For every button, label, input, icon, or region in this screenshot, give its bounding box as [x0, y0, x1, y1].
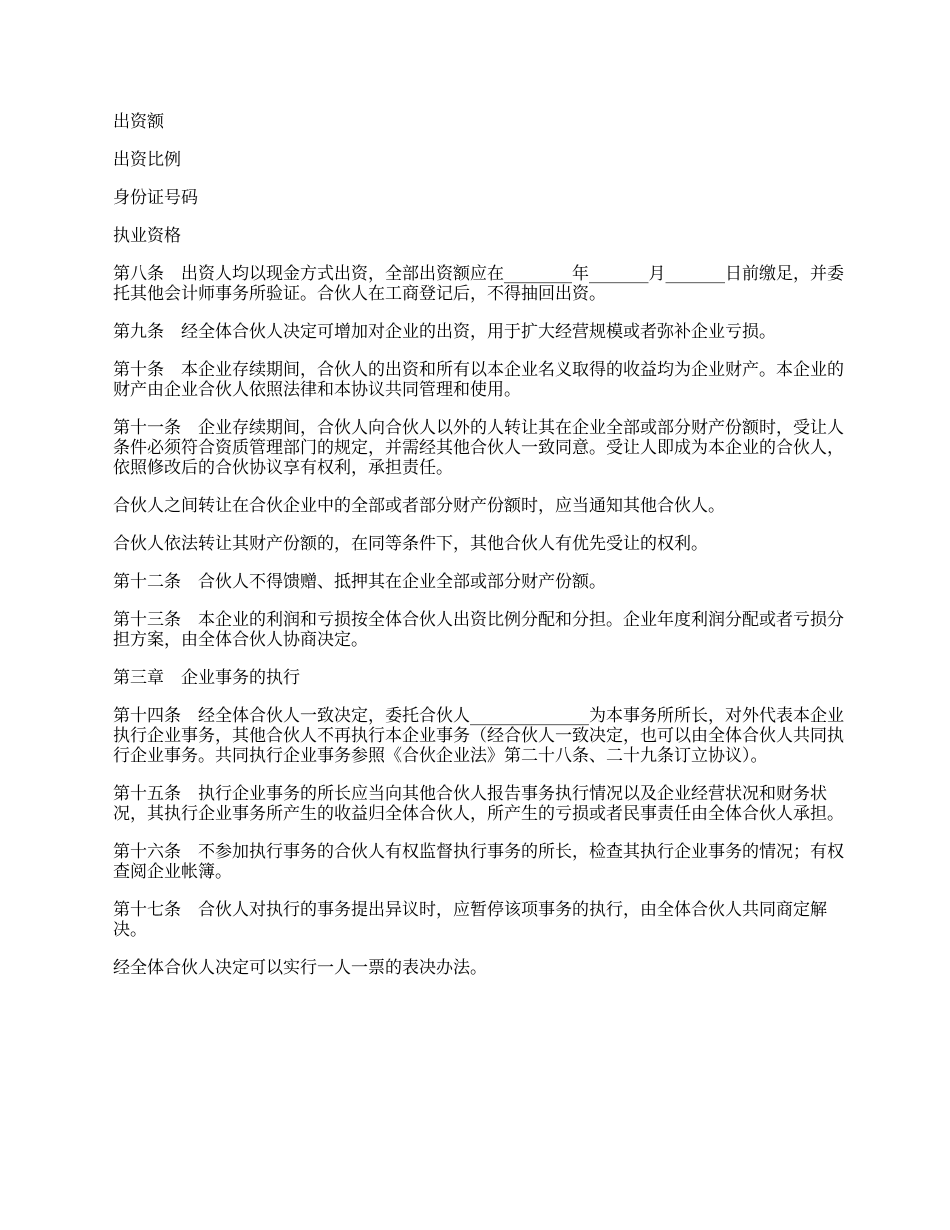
article-11: 第十一条 企业存续期间，合伙人向合伙人以外的人转让其在企业全部或部分财产份额时，受让人条件必须符合资质管理部门的规定，并需经其他合伙人一致同意。受让人即成为本企业的合伙人，依照修改后的合伙协议享有权利，承担责任。 [113, 418, 844, 478]
article-10: 第十条 本企业存续期间，合伙人的出资和所有以本企业名义取得的收益均为企业财产。本企业的财产由企业合伙人依照法律和本协议共同管理和使用。 [113, 360, 844, 400]
article-11-transfer-notice: 合伙人之间转让在合伙企业中的全部或者部分财产份额时，应当通知其他合伙人。 [113, 496, 725, 516]
article-11-preemptive-right: 合伙人依法转让其财产份额的，在同等条件下，其他合伙人有优先受让的权利。 [113, 534, 708, 554]
article-13: 第十三条 本企业的利润和亏损按全体合伙人出资比例分配和分担。企业年度利润分配或者亏损分担方案，由全体合伙人协商决定。 [113, 610, 844, 650]
article-17: 第十七条 合伙人对执行的事务提出异议时，应暂停该项事务的执行，由全体合伙人共同商定解决。 [113, 900, 827, 940]
chapter-3-heading: 第三章 企业事务的执行 [113, 668, 300, 688]
article-15: 第十五条 执行企业事务的所长应当向其他合伙人报告事务执行情况以及企业经营状况和财务状况，其执行企业事务所产生的收益归全体合伙人，所产生的亏损或者民事责任由全体合伙人承担。 [113, 784, 844, 824]
article-8: 第八条 出资人均以现金方式出资，全部出资额应在________年_______月_______日前缴足，并委托其他会计师事务所验证。合伙人在工商登记后，不得抽回出资。 [113, 264, 844, 304]
field-label-contribution-amount: 出资额 [113, 112, 164, 132]
article-9: 第九条 经全体合伙人决定可增加对企业的出资，用于扩大经营规模或者弥补企业亏损。 [113, 322, 776, 342]
field-label-contribution-ratio: 出资比例 [113, 150, 181, 170]
voting-method: 经全体合伙人决定可以实行一人一票的表决办法。 [113, 958, 487, 978]
field-label-practice-qualification: 执业资格 [113, 226, 181, 246]
article-16: 第十六条 不参加执行事务的合伙人有权监督执行事务的所长，检查其执行企业事务的情况；有权查阅企业帐簿。 [113, 842, 844, 882]
document-body [113, 112, 848, 996]
article-12: 第十二条 合伙人不得馈赠、抵押其在企业全部或部分财产份额。 [113, 572, 606, 592]
article-14: 第十四条 经全体合伙人一致决定，委托合伙人______________为本事务所所长，对外代表本企业执行企业事务，其他合伙人不再执行本企业事务（经合伙人一致决定，也可以由全体合伙人共同执行企业事务。共同执行企业事务参照《合伙企业法》第二十八条、二十九条订立协议）。 [113, 706, 844, 766]
field-label-id-number: 身份证号码 [113, 188, 198, 208]
